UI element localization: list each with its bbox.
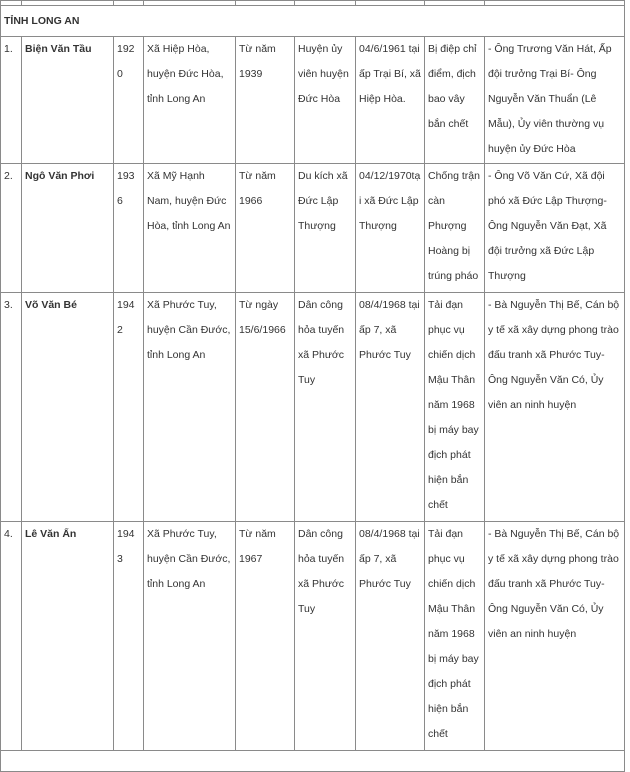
joined-date: Từ năm 1967	[236, 522, 295, 751]
province-title: TỈNH LONG AN	[1, 6, 625, 37]
sacrifice-date-place: 08/4/1968 tại ấp 7, xã Phước Tuy	[356, 293, 425, 522]
joined-date: Từ năm 1966	[236, 164, 295, 293]
hometown: Xã Hiệp Hòa, huyện Đức Hòa, tỉnh Long An	[144, 37, 236, 164]
row-number: 2.	[1, 164, 22, 293]
witnesses: - Bà Nguyễn Thị Bế, Cán bộ y tế xã xây dựng phong trào đấu tranh xã Phước Tuy- Ông Nguyễn Văn Có, Ủy viên an ninh huyện	[485, 293, 625, 522]
circumstance: Chống trận càn Phượng Hoàng bị trúng pháo	[425, 164, 485, 293]
witnesses: - Bà Nguyễn Thị Bế, Cán bộ y tế xã xây dựng phong trào đấu tranh xã Phước Tuy- Ông Nguyễn Văn Có, Ủy viên an ninh huyện	[485, 522, 625, 751]
row-number: 3.	[1, 293, 22, 522]
birth-year: 1920	[114, 37, 144, 164]
martyr-name: Biện Văn Tầu	[22, 37, 114, 164]
circumstance: Tải đạn phục vụ chiến dịch Mậu Thân năm 1968 bị máy bay địch phát hiện bắn chết	[425, 293, 485, 522]
table-row	[1, 164, 625, 293]
table-row	[1, 293, 625, 522]
hometown: Xã Mỹ Hạnh Nam, huyện Đức Hòa, tỉnh Long An	[144, 164, 236, 293]
row-number: 1.	[1, 37, 22, 164]
sacrifice-date-place: 04/6/1961 tại ấp Trại Bí, xã Hiệp Hòa.	[356, 37, 425, 164]
circumstance: Tải đạn phục vụ chiến dịch Mậu Thân năm 1968 bị máy bay địch phát hiện bắn chết	[425, 522, 485, 751]
martyr-name: Võ Văn Bé	[22, 293, 114, 522]
witnesses: - Ông Trương Văn Hát, Ấp đội trưởng Trại Bí- Ông Nguyễn Văn Thuẩn (Lê Mẫu), Ủy viên thường vụ huyện ủy Đức Hòa	[485, 37, 625, 164]
sacrifice-date-place: 08/4/1968 tại ấp 7, xã Phước Tuy	[356, 522, 425, 751]
position: Huyện ủy viên huyện Đức Hòa	[295, 37, 356, 164]
table-row	[1, 522, 625, 751]
sacrifice-date-place: 04/12/1970tại xã Đức Lập Thượng	[356, 164, 425, 293]
table-row	[1, 37, 625, 164]
position: Dân công hỏa tuyến xã Phước Tuy	[295, 522, 356, 751]
joined-date: Từ năm 1939	[236, 37, 295, 164]
position: Dân công hỏa tuyến xã Phước Tuy	[295, 293, 356, 522]
province-header-row	[1, 6, 625, 37]
hometown: Xã Phước Tuy, huyện Cần Đước, tỉnh Long An	[144, 522, 236, 751]
circumstance: Bị điệp chỉ điểm, địch bao vây bắn chết	[425, 37, 485, 164]
birth-year: 1936	[114, 164, 144, 293]
martyr-name: Lê Văn Ẩn	[22, 522, 114, 751]
martyr-name: Ngô Văn Phơi	[22, 164, 114, 293]
row-number: 4.	[1, 522, 22, 751]
table-row-partial	[1, 751, 625, 772]
position: Du kích xã Đức Lập Thượng	[295, 164, 356, 293]
joined-date: Từ ngày 15/6/1966	[236, 293, 295, 522]
birth-year: 1942	[114, 293, 144, 522]
birth-year: 1943	[114, 522, 144, 751]
hometown: Xã Phước Tuy, huyện Cần Đước, tỉnh Long An	[144, 293, 236, 522]
witnesses: - Ông Võ Văn Cứ, Xã đội phó xã Đức Lập Thượng- Ông Nguyễn Văn Đạt, Xã đội trưởng xã Đức Lập Thượng	[485, 164, 625, 293]
